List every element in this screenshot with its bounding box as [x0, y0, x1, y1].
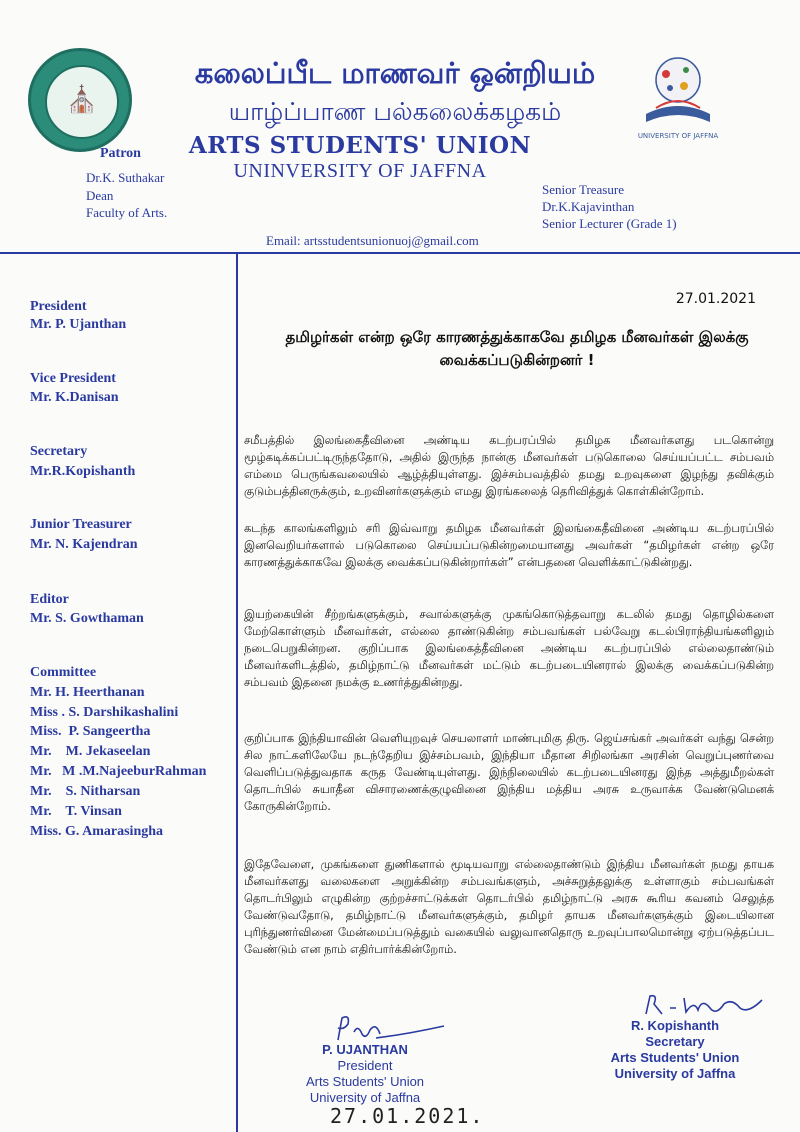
faculty-seal-logo: [28, 48, 132, 152]
secretary-signatory-name: R. Kopishanth: [630, 1018, 720, 1033]
committee-member: Mr. S. Nitharsan: [30, 784, 141, 799]
secretary-name: Mr.R.Kopishanth: [30, 464, 136, 479]
patron-title: Dean: [86, 188, 114, 203]
university-tamil-name: யாழ்ப்பாண பல்கலைக்கழகம்: [228, 97, 562, 126]
handwritten-date: 27.01.2021.: [330, 1104, 485, 1128]
editor-role: Editor: [30, 592, 69, 607]
patron-name: Dr.K. Suthakar: [86, 170, 165, 185]
treasurer-role: Senior Treasure: [542, 182, 624, 197]
president-signatory-name: P. UJANTHAN: [322, 1042, 408, 1057]
seal-emblem-icon: ⛪: [65, 85, 99, 115]
president-signatory-union: Arts Students' Union: [305, 1074, 425, 1089]
contact-email: Email: artsstudentsunionuoj@gmail.com: [266, 233, 479, 248]
secretary-signatory-title: Secretary: [645, 1034, 705, 1049]
vice-president-role: Vice President: [30, 371, 116, 386]
committee-member: Miss. G. Amarasingha: [30, 824, 164, 839]
paragraph-4: குறிப்பாக இந்தியாவின் வெளியுறவுச் செயலாளர் மாண்புமிகு திரு. ஜெய்சங்கர் அவர்கள் வந்து சென்ற சில நாட்களிலேயே நடந்தேறிய இச்சம்பவம், இந்தியா மீதான சிறிலங்கா அரசின் வெறுப்புணர்வை வெளிப்படுத்துவதாக கருத வேண்டியுள்ளது. இந்நிலையில் கடற்படையினரது இந்த அத்துமீறல்கள் தொடர்பில் சுயாதீன விசாரணைக்குழுவினை இந்திய மத்திய அரசு உருவாக்க வேண்டுமெனக் கோருகின்றோம்.: [244, 731, 774, 813]
treasurer-title: Senior Lecturer (Grade 1): [542, 216, 677, 231]
vice-president-name: Mr. K.Danisan: [30, 390, 119, 405]
asu-logo: [626, 50, 730, 142]
patron-faculty: Faculty of Arts.: [86, 205, 168, 220]
secretary-signatory-union: Arts Students' Union: [610, 1050, 740, 1065]
president-signatory-university: University of Jaffna: [309, 1090, 421, 1105]
sidebar-divider: [236, 252, 238, 1132]
committee-member: Miss. P. Sangeertha: [30, 724, 151, 739]
committee-member: Mr. M .M.NajeeburRahman: [30, 764, 207, 779]
president-signature-block: [290, 1042, 440, 1106]
president-role: President: [30, 299, 87, 314]
committee-heading: Committee: [30, 665, 97, 680]
committee-member: Mr. H. Heerthanan: [30, 685, 145, 700]
letter-date: 27.01.2021: [675, 291, 756, 307]
patron-heading: Patron: [100, 146, 141, 161]
junior-treasurer-name: Mr. N. Kajendran: [30, 537, 138, 552]
header-divider: [0, 252, 800, 254]
editor-name: Mr. S. Gowthaman: [30, 611, 144, 626]
president-signatory-title: President: [337, 1058, 393, 1073]
secretary-signatory-university: University of Jaffna: [614, 1066, 736, 1081]
committee-member: Mr. M. Jekaseelan: [30, 744, 151, 759]
secretary-signature: [640, 990, 770, 1020]
paragraph-2: கடந்த காலங்களிலும் சரி இவ்வாறு தமிழக மீனவர்கள் இலங்கைதீவினை அண்டிய கடற்பரப்பில் இனவெறியர்களால் படுகொலை செய்யப்படுகின்றமையானது அவர்கள் “தமிழர்கள் என்ற ஒரே காரணத்துக்காகவே இலக்கு வைக்கப்படுகின்றார்கள்” என்பதனை வெளிக்காட்டுகின்றது.: [244, 521, 774, 569]
union-tamil-title: கலைப்பீட மாணவர் ஒன்றியம்: [194, 56, 596, 90]
university-english-name: UNINVERSITY OF JAFFNA: [233, 160, 487, 182]
union-english-title: ARTS STUDENTS' UNION: [188, 132, 532, 159]
committee-member: Mr. T. Vinsan: [30, 804, 122, 819]
asu-logo-caption: UNIVERSITY OF JAFFNA: [637, 132, 719, 140]
secretary-role: Secretary: [30, 444, 88, 459]
paragraph-5: இதேவேளை, முகங்களை துணிகளால் மூடியவாறு எல்லைதாண்டும் இந்திய மீனவர்கள் நமது தாயக மீனவர்களது வலைகளை அறுக்கின்ற சம்பவங்களும், அச்சுறுத்தலுக்கு உள்ளாகும் சம்பவங்கள் தொடர்பிலும் எழுகின்ற குற்றச்சாட்டுக்கள் தொடர்பில் தமிழ்நாட்டு அரசு கூரிய கவனம் செலுத்த வேண்டுவதோடு, தமிழ்நாட்டு மீனவர்களுக்கும், தமிழர் தாயக மீனவர்களுக்கும் இடையிலான புரிந்துணர்வினை மேன்மைப்படுத்தும் வகையில் வலுவானதொரு உறவுப்பாலமொன்று ஏற்படுத்தப்பட வேண்டும் என நாம் எதிர்பார்க்கின்றோம்.: [244, 857, 774, 956]
junior-treasurer-role: Junior Treasurer: [30, 517, 132, 532]
committee-member: Miss . S. Darshikashalini: [30, 705, 179, 720]
paragraph-3: இயற்கையின் சீற்றங்களுக்கும், சவால்களுக்கு முகங்கொடுத்தவாறு கடலில் தமது தொழில்களை மேற்கொள்ளும் மீனவர்கள், எல்லை தாண்டுகின்ற சம்பவங்கள் பல்வேறு கடல்பிராந்தியங்களிலும் நடைபெறுகின்றன. குறிப்பாக இலங்கைத்தீவினை அண்டிய கடற்பரப்பில் எல்லைதாண்டும் மீனவர்களிடத்தில், தமிழ்நாட்டு மீனவர்கள் மட்டும் கடற்படையினரால் இலக்கு வைக்கப்படுகின்ற சம்பவம் இதனை நமக்கு உணர்த்துகின்றது.: [244, 607, 774, 689]
president-name: Mr. P. Ujanthan: [30, 317, 127, 332]
treasurer-name: Dr.K.Kajavinthan: [542, 199, 635, 214]
statement-title: தமிழர்கள் என்ற ஒரே காரணத்துக்காகவே தமிழக மீனவர்கள் இலக்கு வைக்கப்படுகின்றனர் !: [285, 328, 749, 369]
paragraph-1: சமீபத்தில் இலங்கைதீவினை அண்டிய கடற்பரப்பில் தமிழக மீனவர்களது படகொன்று மூழ்கடிக்கப்பட்டிருந்ததோடு, அதில் இருந்த நான்கு மீனவர்கள் படுகொலை செய்யப்பட்ட சம்பவம் எம்மை பெருங்கவலையில் ஆழ்த்தியுள்ளது. இச்சம்பவத்தில் தமது உறவுகளை இழந்து தவிக்கும் குடும்பத்தினருக்கும், உறவினர்களுக்கும் எமது இரங்கலைத் தெரிவித்துக் கொள்கின்றோம்.: [244, 433, 774, 498]
secretary-signature-block: [600, 1018, 750, 1082]
